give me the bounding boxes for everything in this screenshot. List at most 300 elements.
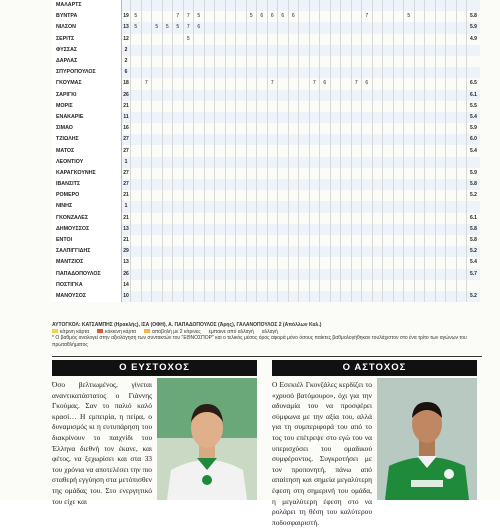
match-rating xyxy=(435,257,446,268)
match-rating xyxy=(173,112,184,123)
match-rating xyxy=(278,134,289,145)
match-rating xyxy=(267,190,278,201)
match-rating xyxy=(404,67,415,78)
match-rating xyxy=(456,11,467,22)
appearances: 1 xyxy=(122,157,131,168)
match-rating xyxy=(320,291,331,302)
match-rating xyxy=(194,168,205,179)
match-rating xyxy=(330,280,341,291)
table-row xyxy=(52,257,480,268)
table-row xyxy=(52,168,480,179)
match-rating xyxy=(435,168,446,179)
match-rating xyxy=(183,257,194,268)
match-rating xyxy=(425,56,436,67)
match-rating xyxy=(414,11,425,22)
match-rating xyxy=(456,123,467,134)
match-rating xyxy=(372,201,383,212)
appearances: 21 xyxy=(122,235,131,246)
match-rating xyxy=(162,112,173,123)
table-row xyxy=(52,0,480,11)
match-rating xyxy=(288,56,299,67)
match-rating xyxy=(246,179,257,190)
player-name: ΜΑΛΑΡΤΣ xyxy=(52,0,122,11)
match-rating xyxy=(152,157,163,168)
player-name: ΙΒΑΝΣΙΤΣ xyxy=(52,179,122,190)
match-rating xyxy=(215,246,226,257)
match-rating xyxy=(236,45,247,56)
match-rating xyxy=(341,134,352,145)
match-rating xyxy=(320,90,331,101)
match-rating xyxy=(425,224,436,235)
match-rating: 7 xyxy=(351,78,362,89)
match-rating xyxy=(141,269,152,280)
match-rating xyxy=(372,0,383,11)
match-rating xyxy=(267,112,278,123)
match-rating xyxy=(414,34,425,45)
average-rating xyxy=(467,0,481,11)
match-rating xyxy=(246,101,257,112)
match-rating xyxy=(309,123,320,134)
match-rating xyxy=(351,168,362,179)
match-rating xyxy=(341,56,352,67)
match-rating xyxy=(330,134,341,145)
match-rating xyxy=(183,134,194,145)
match-rating xyxy=(236,257,247,268)
left-section-heading: Ο ΕΥΣΤΟΧΟΣ xyxy=(52,360,257,376)
match-rating xyxy=(425,280,436,291)
match-rating xyxy=(173,257,184,268)
match-rating xyxy=(362,179,373,190)
match-rating xyxy=(299,78,310,89)
match-rating xyxy=(372,257,383,268)
match-rating xyxy=(246,157,257,168)
match-rating xyxy=(173,90,184,101)
match-rating xyxy=(194,90,205,101)
match-rating xyxy=(215,157,226,168)
match-rating xyxy=(404,179,415,190)
match-rating xyxy=(236,0,247,11)
match-rating xyxy=(288,78,299,89)
match-rating xyxy=(372,190,383,201)
match-rating xyxy=(435,34,446,45)
match-rating xyxy=(383,201,394,212)
match-rating xyxy=(236,34,247,45)
match-rating xyxy=(383,45,394,56)
match-rating xyxy=(309,246,320,257)
match-rating xyxy=(141,291,152,302)
match-rating xyxy=(446,291,457,302)
match-rating xyxy=(414,45,425,56)
match-rating xyxy=(341,246,352,257)
player-name: ΛΕΟΝΤΙΟΥ xyxy=(52,157,122,168)
match-rating xyxy=(456,157,467,168)
match-rating xyxy=(320,123,331,134)
match-rating xyxy=(194,190,205,201)
appearances: 1 xyxy=(122,201,131,212)
match-rating xyxy=(267,22,278,33)
appearances: 18 xyxy=(122,78,131,89)
match-rating xyxy=(236,78,247,89)
match-rating xyxy=(288,45,299,56)
match-rating xyxy=(299,269,310,280)
match-rating xyxy=(456,112,467,123)
match-rating xyxy=(393,280,404,291)
match-rating xyxy=(330,11,341,22)
match-rating xyxy=(372,90,383,101)
match-rating xyxy=(351,67,362,78)
match-rating xyxy=(351,22,362,33)
match-rating xyxy=(414,56,425,67)
match-rating xyxy=(267,291,278,302)
match-rating xyxy=(372,168,383,179)
match-rating xyxy=(435,291,446,302)
match-rating xyxy=(299,67,310,78)
match-rating xyxy=(309,168,320,179)
player-name: ΝΙΛΣΟΝ xyxy=(52,22,122,33)
match-rating xyxy=(183,56,194,67)
match-rating xyxy=(299,246,310,257)
match-rating xyxy=(372,246,383,257)
match-rating xyxy=(383,67,394,78)
average-rating: 6.5 xyxy=(470,80,477,87)
match-rating xyxy=(425,213,436,224)
match-rating xyxy=(246,235,257,246)
match-rating xyxy=(341,213,352,224)
match-rating xyxy=(152,168,163,179)
match-rating xyxy=(162,101,173,112)
match-rating xyxy=(204,112,215,123)
match-rating xyxy=(362,90,373,101)
match-rating xyxy=(204,56,215,67)
match-rating xyxy=(362,168,373,179)
match-rating xyxy=(141,257,152,268)
match-rating xyxy=(372,123,383,134)
match-rating xyxy=(383,112,394,123)
match-rating xyxy=(320,101,331,112)
match-rating xyxy=(183,145,194,156)
match-rating xyxy=(236,22,247,33)
match-rating xyxy=(183,157,194,168)
match-rating xyxy=(425,123,436,134)
match-rating xyxy=(404,134,415,145)
match-rating xyxy=(404,145,415,156)
match-rating xyxy=(288,246,299,257)
table-row xyxy=(52,280,480,291)
match-rating xyxy=(257,235,268,246)
match-rating xyxy=(183,123,194,134)
match-rating xyxy=(204,0,215,11)
match-rating xyxy=(404,78,415,89)
average-rating: 5.5 xyxy=(470,102,477,109)
match-rating xyxy=(341,179,352,190)
match-rating: 7 xyxy=(141,78,152,89)
match-rating xyxy=(404,112,415,123)
match-rating xyxy=(425,34,436,45)
match-rating xyxy=(141,179,152,190)
player-name: ΠΟΣΤΙΓΚΑ xyxy=(52,280,122,291)
average-rating xyxy=(467,45,481,56)
match-rating xyxy=(236,291,247,302)
match-rating xyxy=(236,269,247,280)
match-rating xyxy=(320,213,331,224)
match-rating xyxy=(152,67,163,78)
match-rating xyxy=(362,101,373,112)
match-rating xyxy=(309,22,320,33)
match-rating xyxy=(320,67,331,78)
match-rating xyxy=(383,134,394,145)
match-rating xyxy=(246,291,257,302)
match-rating xyxy=(341,269,352,280)
match-rating xyxy=(456,34,467,45)
match-rating xyxy=(372,213,383,224)
match-rating xyxy=(330,56,341,67)
match-rating xyxy=(446,224,457,235)
match-rating: 5 xyxy=(183,34,194,45)
match-rating xyxy=(383,280,394,291)
match-rating xyxy=(299,157,310,168)
match-rating xyxy=(173,269,184,280)
match-rating xyxy=(131,34,142,45)
match-rating xyxy=(362,213,373,224)
match-rating xyxy=(278,90,289,101)
match-rating xyxy=(204,123,215,134)
match-rating xyxy=(215,112,226,123)
match-rating xyxy=(341,78,352,89)
match-rating xyxy=(267,224,278,235)
player-ratings-table xyxy=(52,0,480,320)
match-rating xyxy=(278,145,289,156)
match-rating xyxy=(246,280,257,291)
player-name: ΒΥΝΤΡΑ xyxy=(52,11,122,22)
match-rating xyxy=(204,280,215,291)
match-rating xyxy=(435,269,446,280)
match-rating xyxy=(446,34,457,45)
match-rating xyxy=(435,235,446,246)
appearances: 19 xyxy=(122,11,131,22)
match-rating xyxy=(215,179,226,190)
match-rating xyxy=(236,168,247,179)
match-rating xyxy=(257,201,268,212)
match-rating xyxy=(435,11,446,22)
player-name: ΕΝΤΟΙ xyxy=(52,235,122,246)
match-rating xyxy=(414,22,425,33)
match-rating xyxy=(225,78,236,89)
match-rating xyxy=(183,190,194,201)
match-rating xyxy=(215,0,226,11)
match-rating xyxy=(351,56,362,67)
match-rating xyxy=(404,157,415,168)
match-rating xyxy=(278,34,289,45)
match-rating xyxy=(393,190,404,201)
match-rating xyxy=(372,145,383,156)
match-rating xyxy=(204,101,215,112)
match-rating xyxy=(362,0,373,11)
match-rating xyxy=(330,78,341,89)
match-rating: 6 xyxy=(320,78,331,89)
match-rating xyxy=(173,235,184,246)
match-rating xyxy=(257,269,268,280)
match-rating xyxy=(435,123,446,134)
match-rating xyxy=(162,280,173,291)
match-rating xyxy=(299,179,310,190)
match-rating xyxy=(330,168,341,179)
match-rating xyxy=(288,34,299,45)
match-rating xyxy=(330,34,341,45)
match-rating xyxy=(362,123,373,134)
match-rating xyxy=(183,45,194,56)
match-rating xyxy=(393,291,404,302)
match-rating xyxy=(183,201,194,212)
match-rating xyxy=(320,145,331,156)
match-rating xyxy=(362,112,373,123)
match-rating xyxy=(320,224,331,235)
match-rating: 5 xyxy=(246,11,257,22)
match-rating xyxy=(162,157,173,168)
match-rating xyxy=(309,257,320,268)
player-name: ΡΟΜΕΡΟ xyxy=(52,190,122,201)
match-rating xyxy=(456,0,467,11)
match-rating xyxy=(330,224,341,235)
match-rating xyxy=(383,291,394,302)
match-rating xyxy=(204,213,215,224)
match-rating xyxy=(456,45,467,56)
match-rating xyxy=(404,34,415,45)
match-rating xyxy=(152,56,163,67)
match-rating xyxy=(194,78,205,89)
table-row xyxy=(52,67,480,78)
appearances: 16 xyxy=(122,123,131,134)
match-rating xyxy=(278,235,289,246)
match-rating xyxy=(351,157,362,168)
divider xyxy=(52,356,482,357)
match-rating xyxy=(215,78,226,89)
appearances: 26 xyxy=(122,90,131,101)
match-rating xyxy=(299,112,310,123)
match-rating xyxy=(257,45,268,56)
match-rating xyxy=(414,145,425,156)
appearances: 11 xyxy=(122,112,131,123)
match-rating xyxy=(456,213,467,224)
match-rating xyxy=(215,168,226,179)
match-rating xyxy=(183,112,194,123)
match-rating xyxy=(341,224,352,235)
match-rating xyxy=(204,190,215,201)
match-rating xyxy=(173,45,184,56)
match-rating xyxy=(257,134,268,145)
match-rating xyxy=(341,168,352,179)
match-rating xyxy=(414,101,425,112)
match-rating xyxy=(456,67,467,78)
player-name: ΝΙΝΗΣ xyxy=(52,201,122,212)
match-rating xyxy=(173,56,184,67)
match-rating xyxy=(246,90,257,101)
match-rating: 5 xyxy=(162,22,173,33)
match-rating xyxy=(299,145,310,156)
match-rating xyxy=(204,246,215,257)
match-rating xyxy=(351,235,362,246)
match-rating xyxy=(456,56,467,67)
match-rating xyxy=(456,90,467,101)
match-rating xyxy=(351,101,362,112)
match-rating xyxy=(446,78,457,89)
match-rating xyxy=(225,269,236,280)
match-rating xyxy=(309,269,320,280)
match-rating xyxy=(383,168,394,179)
match-rating xyxy=(194,157,205,168)
match-rating xyxy=(404,45,415,56)
match-rating xyxy=(456,78,467,89)
match-rating xyxy=(372,11,383,22)
match-rating xyxy=(341,112,352,123)
match-rating xyxy=(288,269,299,280)
match-rating xyxy=(173,145,184,156)
match-rating xyxy=(288,224,299,235)
player-name: ΜΑΝΤΖΙΟΣ xyxy=(52,257,122,268)
match-rating xyxy=(341,34,352,45)
match-rating xyxy=(246,168,257,179)
appearances: 27 xyxy=(122,134,131,145)
match-rating: 6 xyxy=(278,11,289,22)
match-rating xyxy=(362,280,373,291)
match-rating xyxy=(414,190,425,201)
match-rating: 7 xyxy=(267,78,278,89)
match-rating xyxy=(320,179,331,190)
match-rating xyxy=(299,280,310,291)
match-rating xyxy=(456,22,467,33)
match-rating xyxy=(351,11,362,22)
match-rating xyxy=(131,145,142,156)
match-rating xyxy=(362,201,373,212)
appearances: 2 xyxy=(122,56,131,67)
match-rating xyxy=(204,90,215,101)
match-rating xyxy=(320,157,331,168)
match-rating xyxy=(141,101,152,112)
match-rating xyxy=(225,213,236,224)
table-row xyxy=(52,112,480,123)
match-rating xyxy=(194,179,205,190)
match-rating xyxy=(225,201,236,212)
match-rating xyxy=(257,34,268,45)
match-rating xyxy=(341,67,352,78)
match-rating xyxy=(362,67,373,78)
match-rating xyxy=(404,213,415,224)
match-rating xyxy=(414,235,425,246)
match-rating xyxy=(341,123,352,134)
match-rating xyxy=(152,0,163,11)
match-rating xyxy=(351,145,362,156)
match-rating xyxy=(257,168,268,179)
match-rating xyxy=(435,134,446,145)
match-rating xyxy=(236,56,247,67)
match-rating xyxy=(152,235,163,246)
match-rating xyxy=(257,190,268,201)
match-rating xyxy=(173,190,184,201)
match-rating xyxy=(215,280,226,291)
match-rating xyxy=(425,157,436,168)
match-rating xyxy=(278,190,289,201)
player-name: ΓΚΟΝΖΑΛΕΣ xyxy=(52,213,122,224)
match-rating xyxy=(278,67,289,78)
match-rating xyxy=(278,101,289,112)
match-rating xyxy=(141,67,152,78)
match-rating xyxy=(225,280,236,291)
match-rating xyxy=(435,67,446,78)
match-rating xyxy=(351,90,362,101)
match-rating xyxy=(194,134,205,145)
match-rating xyxy=(204,34,215,45)
match-rating xyxy=(446,11,457,22)
table-row xyxy=(52,190,480,201)
